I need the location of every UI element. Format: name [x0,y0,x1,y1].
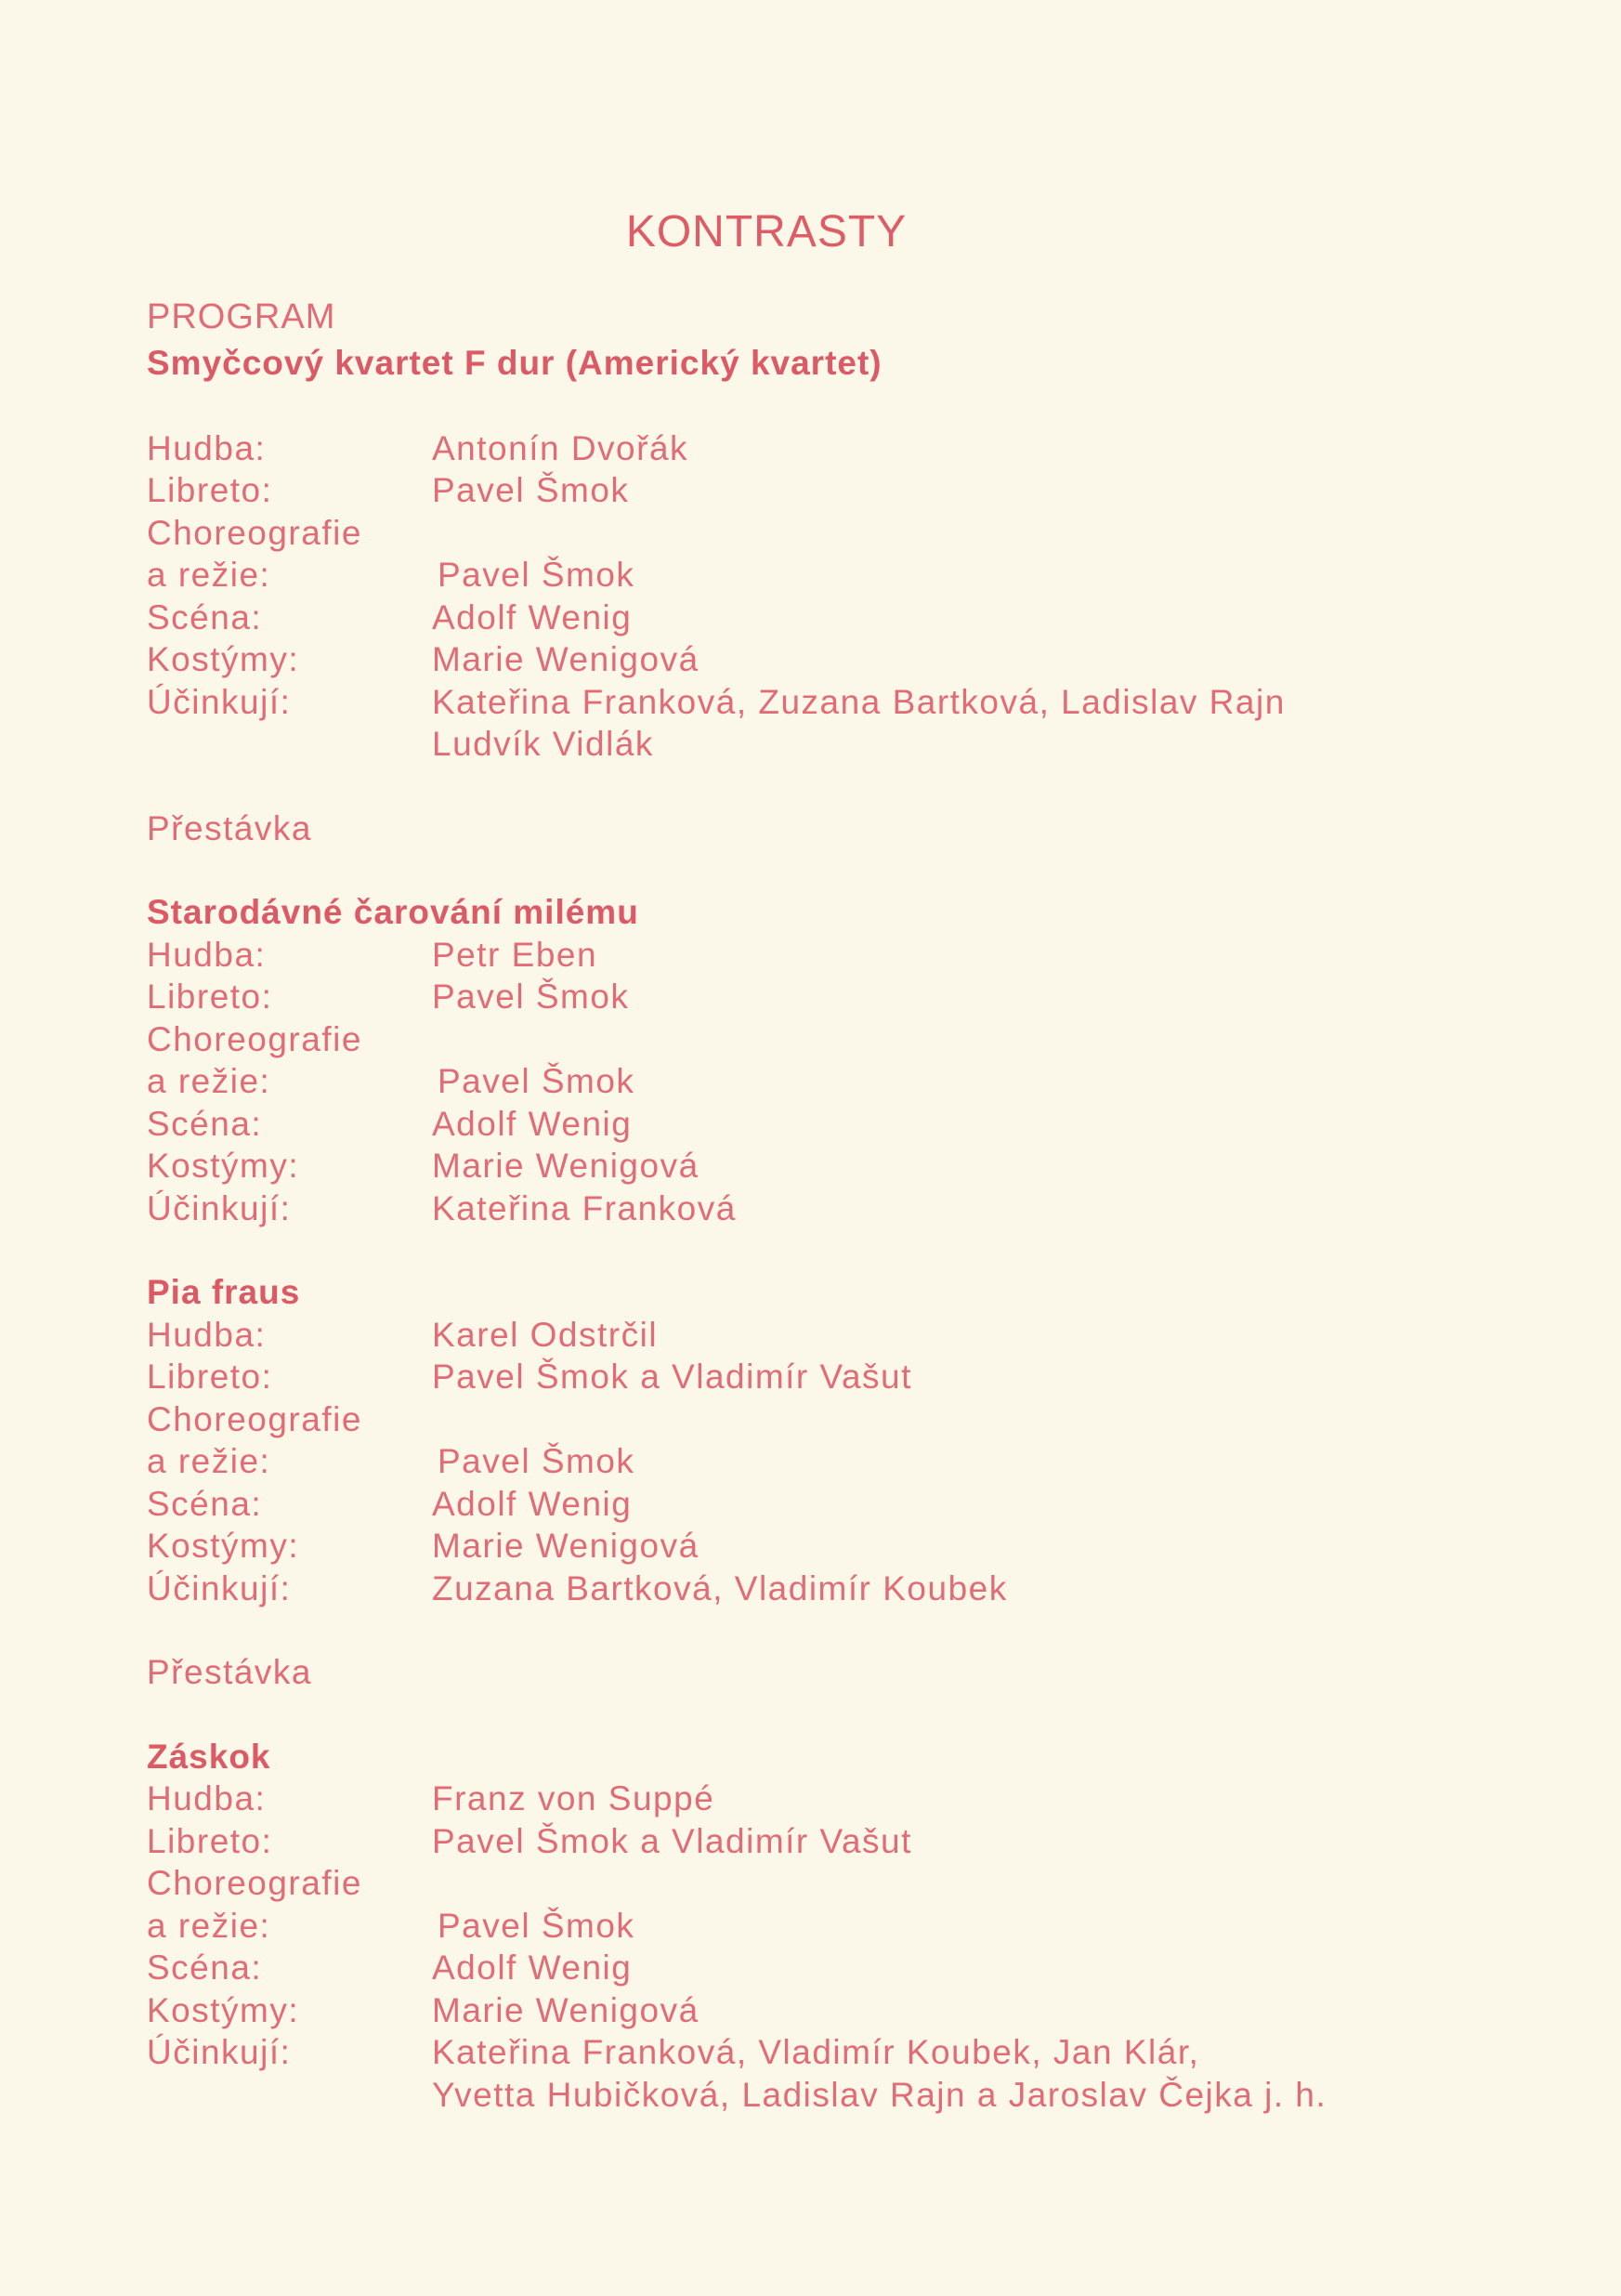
credit-row-cast [147,1568,1484,1610]
credit-label: Kostýmy: [147,1990,300,2029]
credit-row-direction [147,1060,1484,1103]
credit-row-direction [147,1905,1484,1948]
credit-value: Marie Wenigová [432,1147,699,1185]
spacer [147,385,1484,427]
credit-value: Pavel Šmok [438,1062,635,1100]
spacer [147,766,1484,807]
piece-section [147,342,1484,766]
credit-row-scene [147,1947,1484,1989]
credit-value: Adolf Wenig [432,1948,633,1987]
credit-row-music [147,427,1484,470]
piece-title: Záskok [147,1737,271,1776]
credit-label: Choreografie [147,1864,362,1902]
credit-label: Scéna: [147,1948,263,1987]
spacer [147,1694,1484,1736]
credit-label: Účinkují: [147,682,292,721]
credit-label: Libreto: [147,1358,273,1396]
program-label: PROGRAM [147,297,336,336]
credit-value: Marie Wenigová [432,1527,699,1565]
credit-row-libretto [147,469,1484,512]
credit-value: Pavel Šmok a Vladimír Vašut [432,1358,912,1396]
credit-row-scene [147,597,1484,639]
credit-label: Kostýmy: [147,1147,300,1185]
intermission-label: Přestávka [147,1653,313,1691]
credit-row-costumes [147,638,1484,681]
credit-value: Karel Odstrčil [432,1315,659,1354]
credit-row-choreography [147,1018,1484,1061]
credit-value: Kateřina Franková, Zuzana Bartková, Ladislav Rajn [432,682,1286,721]
credit-row-choreography [147,1862,1484,1905]
credit-row-cast [147,681,1484,724]
credit-value: Pavel Šmok [438,556,635,594]
credit-row-costumes [147,1989,1484,2032]
credit-label: Choreografie [147,1399,362,1438]
credit-value: Kateřina Franková [432,1188,737,1227]
credit-value: Pavel Šmok a Vladimír Vašut [432,1821,912,1860]
credit-label: Libreto: [147,471,273,509]
credit-row-scene [147,1103,1484,1146]
credit-label: Účinkují: [147,1568,292,1607]
program-list [147,342,1484,2116]
credit-row-direction [147,554,1484,597]
credit-label: Scéna: [147,597,263,636]
credit-value: Pavel Šmok [432,977,630,1016]
credit-label: Účinkují: [147,2033,292,2071]
credit-label: Kostýmy: [147,1527,300,1565]
credit-value: Ludvík Vidlák [432,725,654,763]
credit-value: Franz von Suppé [432,1779,715,1817]
credit-label: Hudba: [147,428,267,467]
credit-value: Marie Wenigová [432,640,699,678]
credit-row-music [147,934,1484,977]
credit-row-libretto [147,1356,1484,1398]
intermission-label: Přestávka [147,808,313,847]
piece-section [147,891,1484,1229]
credit-label: a režie: [147,1062,271,1100]
credit-value: Zuzana Bartková, Vladimír Koubek [432,1568,1008,1607]
credit-value: Adolf Wenig [432,597,633,636]
credit-value: Marie Wenigová [432,1990,699,2029]
credit-row-choreography [147,512,1484,555]
credit-value: Petr Eben [432,935,598,974]
spacer [147,1609,1484,1651]
credit-label: Účinkují: [147,1188,292,1227]
credit-value: Pavel Šmok [438,1442,635,1480]
credit-value: Antonín Dvořák [432,428,689,467]
credit-row-costumes [147,1525,1484,1568]
credit-label: Hudba: [147,1779,267,1817]
credit-row-cast-continued [147,2074,1484,2117]
credit-row-music [147,1314,1484,1357]
credit-row-cast [147,1187,1484,1230]
credit-row-cast-continued [147,723,1484,766]
credit-label: a režie: [147,1442,271,1480]
credit-label: a režie: [147,1906,271,1945]
piece-title: Pia fraus [147,1273,301,1311]
credit-label: Choreografie [147,1019,362,1058]
credit-value: Pavel Šmok [438,1906,635,1945]
credit-label: Scéna: [147,1484,263,1523]
credit-value: Yvetta Hubičková, Ladislav Rajn a Jaroslav Čejka j. h. [432,2075,1327,2114]
credit-value: Kateřina Franková, Vladimír Koubek, Jan Klár, [432,2033,1200,2071]
credit-label: Hudba: [147,935,267,974]
credit-row-music [147,1778,1484,1820]
credit-value: Pavel Šmok [432,471,630,509]
piece-title: Smyčcový kvartet F dur (Americký kvartet) [147,344,882,382]
credit-row-scene [147,1483,1484,1526]
credit-label: Hudba: [147,1315,267,1354]
piece-section [147,1736,1484,2117]
credit-value: Adolf Wenig [432,1484,633,1523]
piece-section [147,1271,1484,1609]
credit-label: Scéna: [147,1104,263,1143]
page-title: KONTRASTY [625,207,908,256]
credit-row-costumes [147,1145,1484,1187]
credit-label: a režie: [147,556,271,594]
credit-value: Adolf Wenig [432,1104,633,1143]
credit-label: Libreto: [147,1821,273,1860]
piece-title: Starodávné čarování milému [147,893,639,931]
credit-label: Kostýmy: [147,640,300,678]
credit-label: Choreografie [147,513,362,552]
credit-row-direction [147,1440,1484,1483]
spacer [147,849,1484,891]
spacer [147,1229,1484,1271]
credit-row-libretto [147,1820,1484,1863]
credit-label: Libreto: [147,977,273,1016]
credit-row-choreography [147,1398,1484,1441]
credit-row-cast [147,2031,1484,2074]
credit-row-libretto [147,976,1484,1018]
